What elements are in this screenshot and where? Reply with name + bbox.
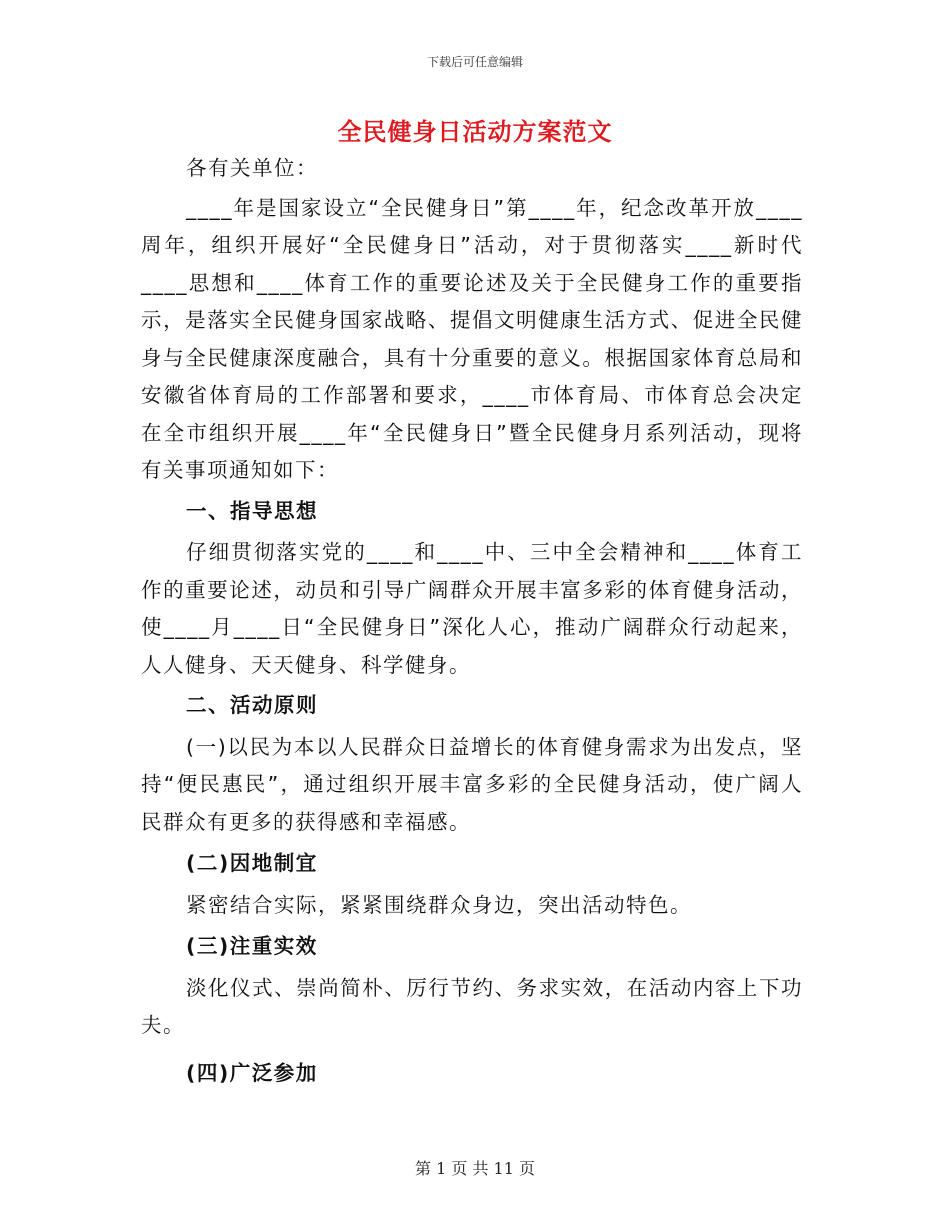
- principle-heading-2: (二)因地制宜: [186, 851, 318, 875]
- section-heading-principles: 二、活动原则: [186, 693, 318, 717]
- header-note: 下载后可任意编辑: [426, 55, 523, 69]
- salutation: 各有关单位：: [186, 156, 318, 180]
- principle-heading-3: (三)注重实效: [186, 934, 318, 958]
- section-body-guiding-ideology: 仔细贯彻落实党的____和____中、三中全会精神和____体育工作的重要论述，动员和引导广阔群众开展丰富多彩的体育健身活动，使____月____日“全民健身日”深化人心，推动广阔群众行动起来，人人健身、天天健身、科学健身。: [141, 540, 803, 677]
- principle-body-3: 淡化仪式、崇尚简朴、厉行节约、务求实效，在活动内容上下功夫。: [141, 975, 803, 1037]
- page-number: 第 1 页 共 11 页: [415, 1159, 535, 1178]
- principle-heading-4: (四)广泛参加: [186, 1060, 318, 1085]
- document-title: 全民健身日活动方案范文: [337, 118, 613, 146]
- section-heading-guiding-ideology: 一、指导思想: [186, 498, 318, 523]
- intro-paragraph: ____年是国家设立“全民健身日”第____年，纪念改革开放____周年，组织开展好“全民健身日”活动，对于贯彻落实____新时代____思想和____体育工作的重要论述及关于全民健身工作的重要指示，是落实全民健身国家战略、提倡文明健康生活方式、促进全民健身与全民健康深度融合，具有十分重要的意义。根据国家体育总局和安徽省体育局的工作部署和要求，____市体育局、市体育总会决定在全市组织开展____年“全民健身日”暨全民健身月系列活动，现将有关事项通知如下：: [141, 195, 803, 482]
- principle-item-1: (一)以民为本以人民群众日益增长的体育健身需求为出发点，坚持“便民惠民”，通过组织开展丰富多彩的全民健身活动，使广阔人民群众有更多的获得感和幸福感。: [141, 734, 803, 834]
- document-body: [141, 150, 803, 1092]
- principle-body-2: 紧密结合实际，紧紧围绕群众身边，突出活动特色。: [186, 892, 692, 917]
